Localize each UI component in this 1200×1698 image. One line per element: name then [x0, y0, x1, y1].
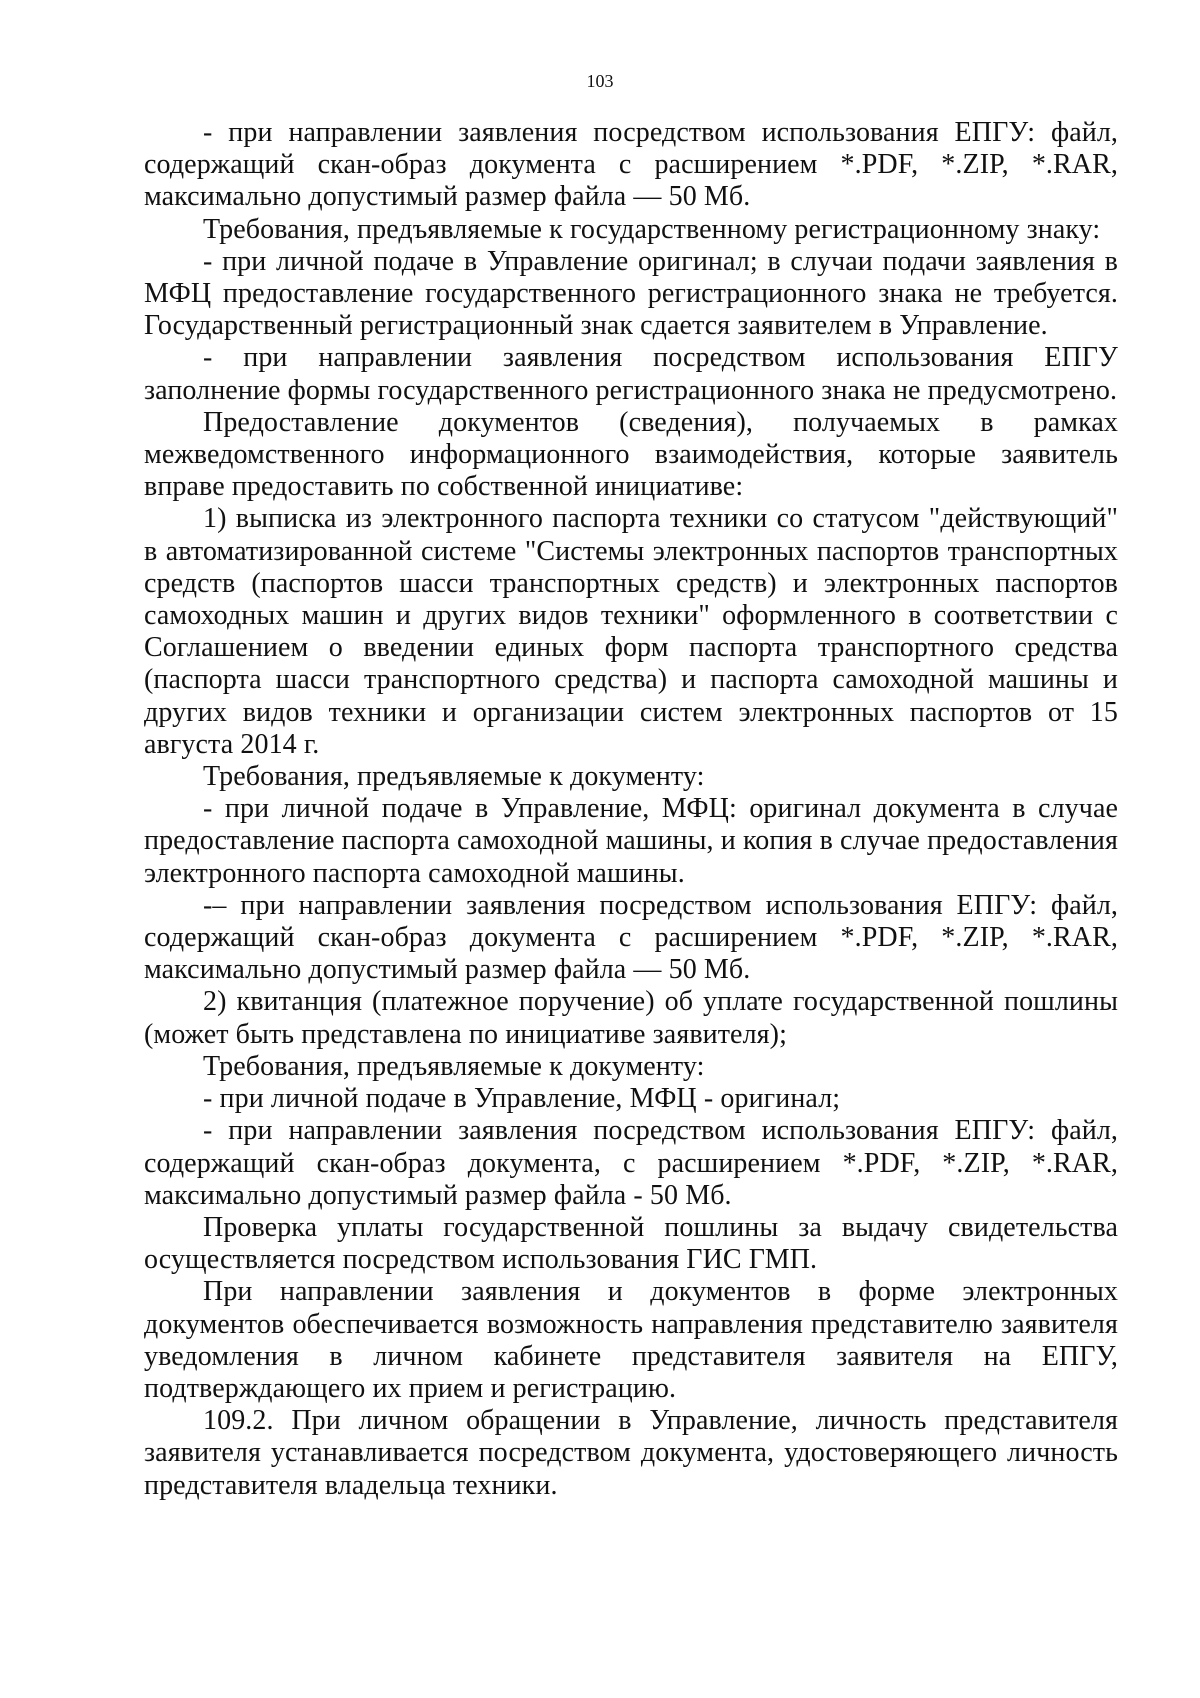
paragraph-epgu-file-requirements: - при направлении заявления посредством использования ЕПГУ: файл, содержащий скан-образ документа с расширением *.PDF, *.ZIP, *.RAR, максимально допустимый размер файла — 50 Мб. — [144, 117, 1118, 213]
paragraph-receipt-epgu-submission: - при направлении заявления посредством использования ЕПГУ: файл, содержащий скан-образ документа, с расширением *.PDF, *.ZIP, *.RAR, максимально допустимый размер файла - 50 Мб. — [144, 1115, 1118, 1211]
paragraph-plate-epgu-submission: - при направлении заявления посредством использования ЕПГУ заполнение формы государственного регистрационного знака не предусмотрено. — [144, 342, 1118, 406]
paragraph-interagency-documents-intro: Предоставление документов (сведения), получаемых в рамках межведомственного информационного взаимодействия, которые заявитель вправе предоставить по собственной инициативе: — [144, 406, 1118, 503]
document-body — [144, 117, 1118, 1502]
paragraph-document-requirements-heading: Требования, предъявляемые к документу: — [203, 761, 705, 793]
page-number: 103 — [586, 71, 614, 91]
paragraph-fee-verification: Проверка уплаты государственной пошлины за выдачу свидетельства осуществляется посредством использования ГИС ГМП. — [144, 1211, 1118, 1276]
paragraph-plate-requirements-heading: Требования, предъявляемые к государственному регистрационному знаку: — [203, 213, 1101, 245]
paragraph-document-epgu-submission: -– при направлении заявления посредством использования ЕПГУ: файл, содержащий скан-образ документа с расширением *.PDF, *.ZIP, *.RAR, максимально допустимый размер файла — 50 Мб. — [144, 889, 1118, 986]
paragraph-receipt-personal-submission: - при личной подаче в Управление, МФЦ - оригинал; — [203, 1083, 841, 1115]
paragraph-document-personal-submission: - при личной подаче в Управление, МФЦ: оригинал документа в случае предоставление паспорта самоходной машины, и копия в случае предоставления электронного паспорта самоходной машины. — [144, 793, 1118, 889]
paragraph-plate-personal-submission: - при личной подаче в Управление оригинал; в случаи подачи заявления в МФЦ предоставление государственного регистрационного знака не требуется. Государственный регистрационный знак сдается заявителем в Управление. — [144, 245, 1118, 342]
paragraph-item-1-electronic-passport: 1) выписка из электронного паспорта техники со статусом "действующий" в автоматизированной системе "Системы электронных паспортов транспортных средств (паспортов шасси транспортных средств) и электронных паспортов самоходных машин и других видов техники" оформленного в соответствии с Соглашением о введении единых форм паспорта транспортного средства (паспорта шасси транспортного средства) и паспорта самоходной машины и других видов техники и организации систем электронных паспортов от 15 августа 2014 г. — [144, 503, 1118, 760]
paragraph-item-2-receipt: 2) квитанция (платежное поручение) об уплате государственной пошлины (может быть представлена по инициативе заявителя); — [144, 986, 1118, 1050]
paragraph-receipt-requirements-heading: Требования, предъявляемые к документу: — [203, 1050, 705, 1082]
paragraph-section-109-2: 109.2. При личном обращении в Управление, личность представителя заявителя устанавливается посредством документа, удостоверяющего личность представителя владельца техники. — [144, 1405, 1118, 1501]
paragraph-electronic-notification: При направлении заявления и документов в форме электронных документов обеспечивается возможность направления представителю заявителя уведомления в личном кабинете представителя заявителя на ЕПГУ, подтверждающего их прием и регистрацию. — [144, 1276, 1118, 1404]
